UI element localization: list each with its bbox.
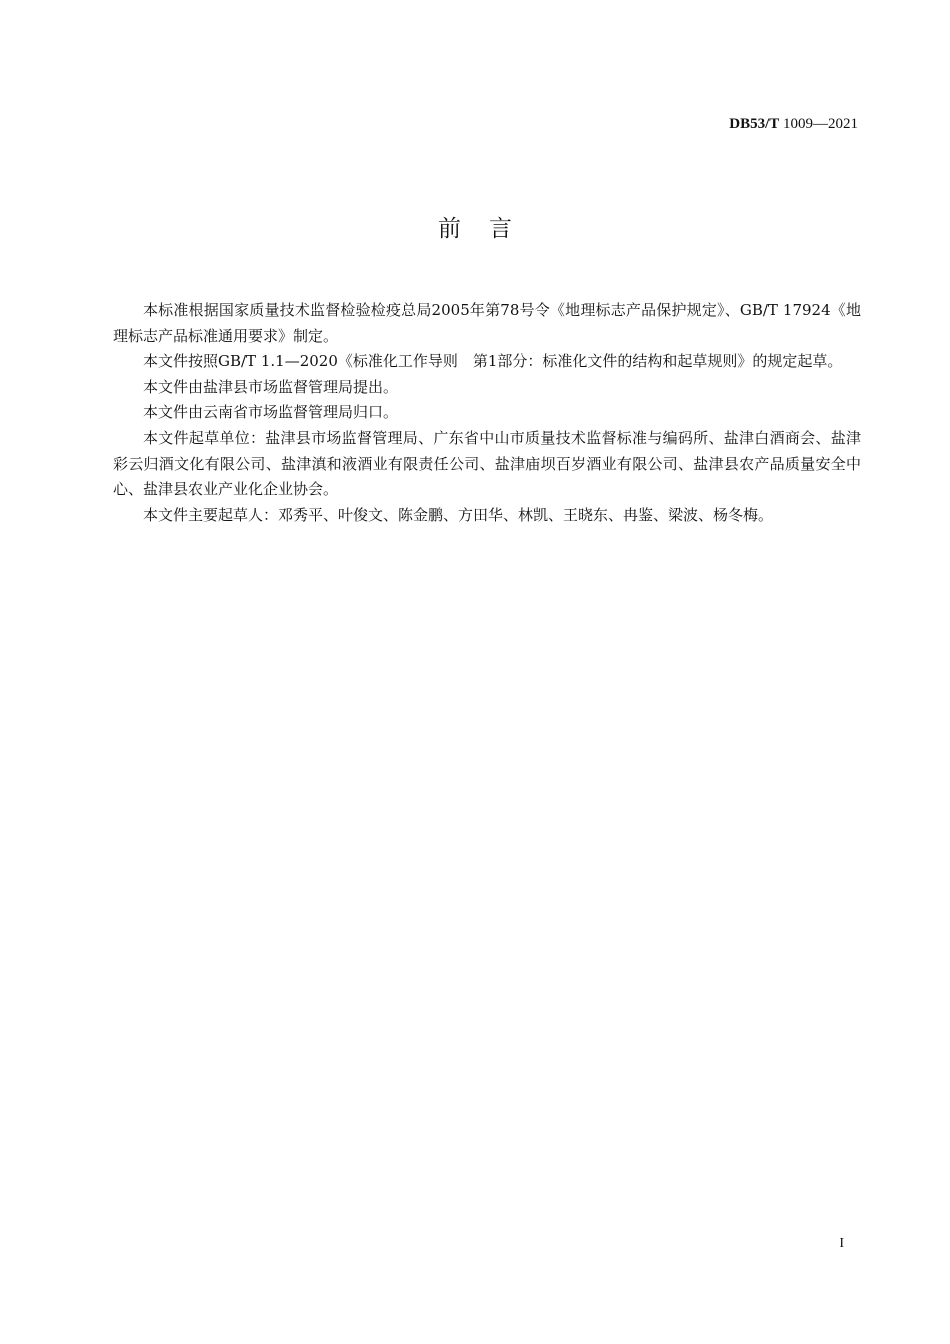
paragraph-drafters: 本文件主要起草人：邓秀平、叶俊文、陈金鹏、方田华、林凯、王晓东、冉鉴、梁波、杨冬梅。 bbox=[143, 505, 774, 524]
document-code bbox=[729, 114, 858, 134]
paragraph-proposer: 本文件由盐津县市场监督管理局提出。 bbox=[143, 377, 399, 396]
page-title: 前言 bbox=[438, 216, 540, 242]
document-code-number: 1009—2021 bbox=[783, 116, 858, 132]
page-number: I bbox=[839, 1236, 844, 1251]
paragraph-administrator: 本文件由云南省市场监督管理局归口。 bbox=[143, 403, 399, 422]
paragraph-drafting-rules: 本文件按照GB/T 1.1—2020《标准化工作导则 第1部分：标准化文件的结构和起草规则》的规定起草。 bbox=[143, 352, 843, 371]
paragraph-drafting-units: 本文件起草单位：盐津县市场监督管理局、广东省中山市质量技术监督标准与编码所、盐津白酒商会、盐津彩云归酒文化有限公司、盐津滇和液酒业有限责任公司、盐津庙坝百岁酒业有限公司、盐津县农产品质量安全中心、盐津县农业产业化企业协会。 bbox=[113, 428, 861, 499]
paragraph-basis: 本标准根据国家质量技术监督检验检疫总局2005年第78号令《地理标志产品保护规定》、GB/T 17924《地理标志产品标准通用要求》制定。 bbox=[113, 301, 861, 345]
document-code-prefix: DB53/T bbox=[729, 116, 780, 132]
foreword-body bbox=[113, 298, 861, 528]
